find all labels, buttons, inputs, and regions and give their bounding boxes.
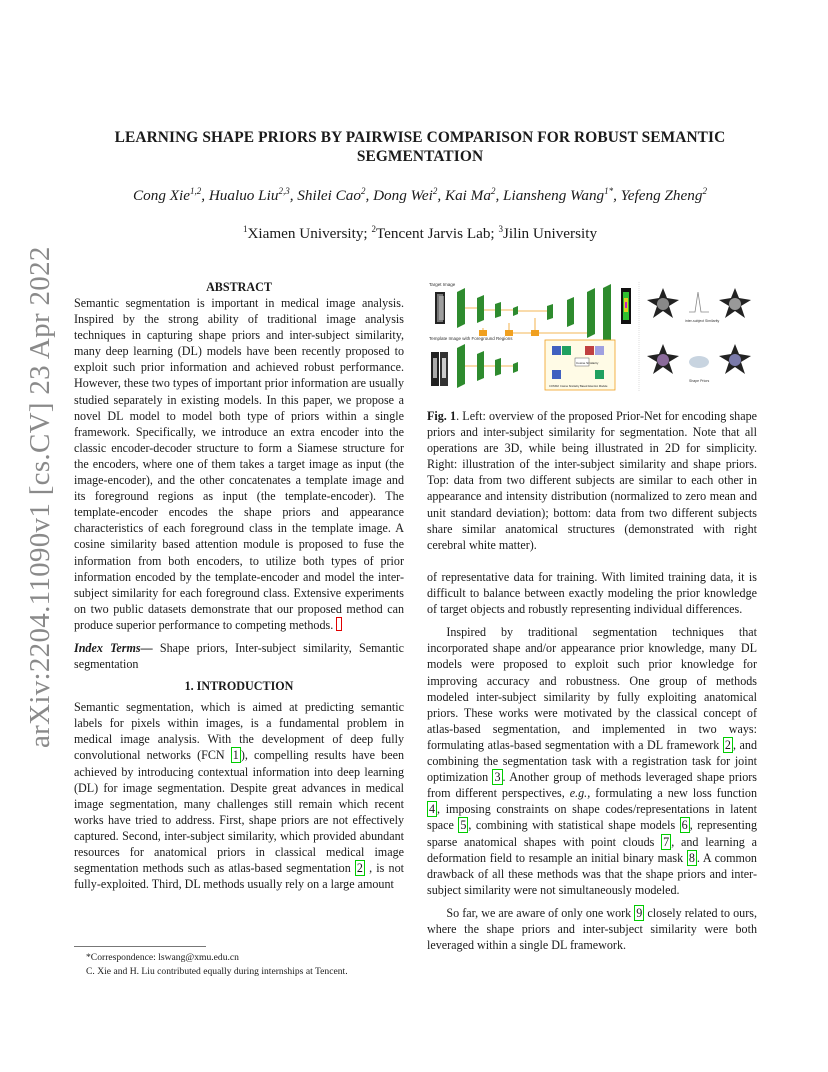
author: Cong Xie$^{1,2}$ <box>133 185 202 204</box>
citation-link[interactable]: 7 <box>663 834 670 849</box>
affiliations: $^1$Xiamen University; $^2$Tencent Jarvis Lab; $^3$Jilin University <box>242 223 598 242</box>
segmentation-output <box>621 288 631 324</box>
inter-subject-label: inter-subject Similarity <box>685 319 720 323</box>
footnote-correspondence: *Correspondence: lswang@xmu.edu.cn <box>86 952 239 963</box>
inter-subject-similarity-panel <box>647 288 751 323</box>
target-image-stack <box>435 292 445 324</box>
author: Shilei Cao$^2$ <box>297 185 366 204</box>
fusion-caption: COSSM: Cosine Similarity Based Attention Module <box>549 385 608 388</box>
footnote-equal-contribution: C. Xie and H. Liu contributed equally during internships at Tencent. <box>86 966 348 977</box>
citation-link[interactable]: 5 <box>460 818 467 833</box>
citation-link[interactable]: 1 <box>232 748 239 763</box>
figure-1-caption: Fig. 1. Left: overview of the proposed Prior-Net for encoding shape priors and inter-subject similarity for segmentation. Note that all operations are 3D, while being illustrated in 2D for simplicity. Right: illustration of the inter-subject similarity and shape priors. Top: data from two different subjects are similar to each other in appearance and intensity distribution (normalized to zero mean and unit standard deviation); bottom: data from two different subjects share similar anatomical structures (demonstrated with right cerebral white matter). <box>427 409 758 552</box>
right-paragraph-3: So far, we are aware of only one work 9 closely related to ours, where the shape priors and inter-subject similarity were both leveraged within a single DL framework. <box>427 905 757 953</box>
author-list: Cong Xie$^{1,2}$, Hualuo Liu$^{2,3}$, Shilei Cao$^2$, Dong Wei$^2$, Kai Ma$^2$, Liansheng Wang$^{1*}$, Yefeng Zheng$^2$ <box>133 185 707 204</box>
cossm-module <box>545 340 615 390</box>
abstract-heading: ABSTRACT <box>206 280 272 294</box>
citation-link[interactable]: 8 <box>688 850 695 865</box>
left-column <box>74 279 404 892</box>
intro-paragraph: Semantic segmentation, which is aimed at predicting semantic labels for pixels within images, is a fundamental problem in medical image analysis. With the development of deep fully convolutional networks (FCN 1 ), compelling results have been achieved by introducing contextual information into deep learning (DL) for image segmentation. Despite great advances in medical image segmentation, many challenges still remain which recent works have tried to address. First, shape priors are not effectively captured. Second, inter-subject similarity, which provided abundant resources for anatomical priors in classical medical image segmentation methods such as atlas-based segmentation 2 , is not fully-exploited. Third, DL methods usually rely on a large amount <box>74 700 404 892</box>
link-marker-icon[interactable] <box>336 617 342 631</box>
intro-heading: 1. INTRODUCTION <box>184 679 294 694</box>
decoder <box>547 284 611 346</box>
citation-link[interactable]: 3 <box>494 770 501 785</box>
right-column <box>427 569 757 953</box>
paper-title <box>60 128 780 166</box>
cossm-label: Cosine Similarity <box>576 361 599 365</box>
citation-link[interactable]: 2 <box>356 861 363 876</box>
citation-link[interactable]: 9 <box>636 905 643 920</box>
abstract-text: Semantic segmentation is important in medical image analysis. Inspired by the strong ability of traditional image analysis techniques in capturing shape priors and inter-subject similarity, many deep learning (DL) models have been recently proposed to exploit such prior information and achieved robust performance. However, these two types of important prior information are usually studied separately in existing models. In this paper, we propose a novel DL model to model both type of priors within a single framework. Specifically, we introduce an extra encoder into the classic encoder-decoder structure to form a Siamese structure for the encoders, where one of them takes a target image as input (the image-encoder), and the other concatenates a template image and its foreground regions as input (the template-encoder). The template-encoder encodes the shape priors and appearance characteristics of each foreground class in the template image. A cosine similarity based attention module is proposed to fuse the information from both encoders, to utilize both types of prior information encoded by the template-encoder and model the inter-subject similarity for each foreground class. Extensive experiments on two public datasets demonstrate that our proposed method can produce superior performance to competing methods. <box>74 296 404 632</box>
figure-label-target: Target Image <box>429 282 456 287</box>
citation-link[interactable]: 2 <box>724 737 731 752</box>
author: Liansheng Wang$^{1*}$ <box>503 185 614 204</box>
footnote-rule <box>74 946 206 947</box>
citation-link[interactable]: 4 <box>429 802 436 817</box>
title-line-2: SEGMENTATION <box>356 148 484 165</box>
template-image-stack <box>431 352 448 386</box>
author: Yefeng Zheng$^2$ <box>620 185 707 204</box>
title-line-1: LEARNING SHAPE PRIORS BY PAIRWISE COMPARISON FOR ROBUST SEMANTIC <box>114 129 726 146</box>
figure-label-template: Template Image with Foreground Regions <box>429 336 513 341</box>
caption-label: Fig. 1 <box>427 409 457 423</box>
figure-1 <box>427 278 757 396</box>
shape-priors-panel <box>647 344 751 383</box>
author: Hualuo Liu$^{2,3}$ <box>208 185 290 204</box>
arxiv-sidebar-id: arXiv:2204.11090v1 [cs.CV] 23 Apr 2022 <box>24 246 56 748</box>
figure-1-diagram <box>427 278 757 396</box>
author: Kai Ma$^2$ <box>444 185 496 204</box>
right-paragraph-1: of representative data for training. With limited training data, it is difficult to balance between exactly modeling the prior knowledge of target objects and robustly representing individual differences. <box>427 570 757 617</box>
citation-link[interactable]: 6 <box>681 818 688 833</box>
author: Dong Wei$^2$ <box>373 185 438 204</box>
right-paragraph-2: Inspired by traditional segmentation techniques that incorporated shape and/or appearance prior knowledge, many DL models were proposed to exploit such prior knowledge for improving accuracy and robustness. One group of methods modeled inter-subject similarity by fully exploiting anatomical priors. These works were motivated by the classical concept of atlas-based segmentation, and implemented in two ways: formulating atlas-based segmentation with a DL framework 2 , and combining the segmentation task with a registration task for joint optimization 3 . Another group of methods leveraged shape priors from different perspectives, e.g., formulating a new loss function 4 , imposing constraints on shape codes/representations in latent space 5 , combining with statistical shape models 6 , representing sparse anatomical shapes with point clouds 7 , and learning a deformation field to resample an initial binary mask 8 . A common drawback of all these methods was that the shape priors and inter-subject similarity were not simultaneously modeled. <box>427 625 758 897</box>
shape-priors-label: Shape Priors <box>689 379 710 383</box>
index-terms: Index Terms— Shape priors, Inter-subject similarity, Semantic segmentation <box>74 640 404 672</box>
